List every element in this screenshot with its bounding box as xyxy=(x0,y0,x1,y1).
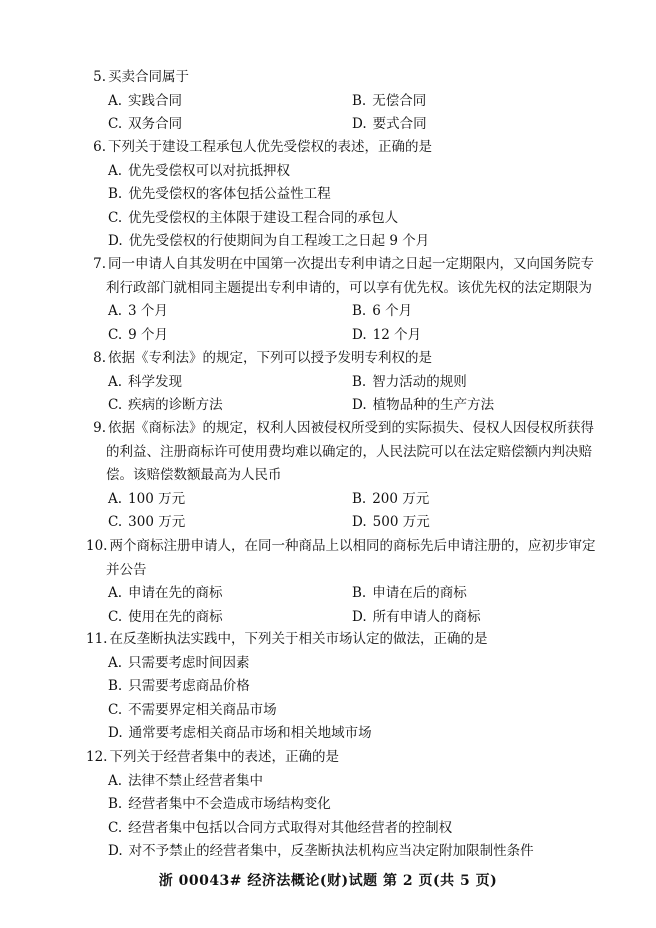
question-stem xyxy=(86,253,606,277)
stem-line: 下列关于建设工程承包人优先受偿权的表述，正确的是 xyxy=(108,139,432,155)
option-c: C. 双务合同 xyxy=(108,116,183,132)
stem-line: 下列关于经营者集中的表述，正确的是 xyxy=(109,749,339,765)
option-row xyxy=(0,324,656,348)
option-a: A. 法律不禁止经营者集中 xyxy=(108,772,264,789)
option-b: B. 6 个月 xyxy=(352,303,413,319)
option-row xyxy=(0,606,656,630)
option-b: B. 只需要考虑商品价格 xyxy=(108,678,250,694)
question-number: 6. xyxy=(93,139,106,155)
option-d: D. 通常要考虑相关商品市场和相关地域市场 xyxy=(108,725,372,741)
question-5 xyxy=(0,66,656,137)
question-stem xyxy=(86,417,606,441)
option-c: C. 优先受偿权的主体限于建设工程合同的承包人 xyxy=(108,209,399,226)
option-b: B. 200 万元 xyxy=(352,490,430,507)
question-stem xyxy=(86,746,606,770)
question-number: 8. xyxy=(93,350,106,366)
option-d: D. 对不予禁止的经营者集中，反垄断执法机构应当决定附加限制性条件 xyxy=(108,843,534,859)
option-row xyxy=(0,90,656,114)
stem-line: 在反垄断执法实践中，下列关于相关市场认定的做法，正确的是 xyxy=(109,631,488,647)
option-row xyxy=(0,300,656,324)
option-a: A. 只需要考虑时间因素 xyxy=(108,654,250,671)
option-a: A. 实践合同 xyxy=(108,92,183,109)
stem-line: 两个商标注册申请人，在同一种商品上以相同的商标先后申请注册的，应初步审定 xyxy=(109,538,596,554)
stem-line: 并公告 xyxy=(106,561,147,578)
option-d: D. 12 个月 xyxy=(352,326,422,343)
option-row xyxy=(0,488,656,512)
stem-line: 的利益、注册商标许可使用费均难以确定的，人民法院可以在法定赔偿额内判决赔 xyxy=(106,443,592,460)
option-a: A. 科学发现 xyxy=(108,373,183,390)
stem-line: 利行政部门就相同主题提出专利申请的，可以享有优先权。该优先权的法定期限为 xyxy=(106,279,592,296)
question-number: 11. xyxy=(86,631,108,647)
question-stem xyxy=(86,136,606,160)
option-c: C. 不需要界定相关商品市场 xyxy=(108,701,277,718)
stem-line: 依据《专利法》的规定，下列可以授予发明专利权的是 xyxy=(108,350,432,366)
option-a: A. 100 万元 xyxy=(108,490,186,507)
question-number: 5. xyxy=(93,69,106,85)
option-c: C. 疾病的诊断方法 xyxy=(108,397,223,413)
question-number: 10. xyxy=(86,538,108,554)
option-c: C. 9 个月 xyxy=(108,326,169,343)
option-c: C. 300 万元 xyxy=(108,514,186,530)
question-8 xyxy=(0,347,656,418)
stem-line: 依据《商标法》的规定，权利人因被侵权所受到的实际损失、侵权人因侵权所获得 xyxy=(108,420,594,436)
stem-line: 偿。该赔偿数额最高为人民币 xyxy=(106,467,282,483)
option-d: D. 所有申请人的商标 xyxy=(352,608,481,625)
question-number: 7. xyxy=(93,256,106,272)
question-number: 9. xyxy=(93,420,106,436)
stem-line: 买卖合同属于 xyxy=(108,69,189,85)
question-7 xyxy=(0,253,656,347)
question-10 xyxy=(0,535,656,629)
question-number: 12. xyxy=(86,749,108,765)
option-a: A. 3 个月 xyxy=(108,303,168,319)
option-c: C. 经营者集中包括以合同方式取得对其他经营者的控制权 xyxy=(108,819,453,836)
option-c: C. 使用在先的商标 xyxy=(108,608,223,625)
option-row xyxy=(0,582,656,606)
option-a: A. 优先受偿权可以对抗抵押权 xyxy=(108,162,291,179)
question-stem xyxy=(86,535,606,559)
option-b: B. 经营者集中不会造成市场结构变化 xyxy=(108,796,331,812)
option-row xyxy=(0,371,656,395)
option-row xyxy=(0,511,656,535)
option-row xyxy=(0,394,656,418)
question-9 xyxy=(0,417,656,535)
question-stem xyxy=(86,66,606,90)
option-b: B. 智力活动的规则 xyxy=(352,373,467,390)
page-footer: 浙 00043# 经济法概论(财)试题 第 2 页(共 5 页) xyxy=(158,873,498,889)
option-a: A. 申请在先的商标 xyxy=(108,585,223,601)
option-row xyxy=(0,113,656,137)
stem-line: 同一申请人自其发明在中国第一次提出专利申请之日起一定期限内，又向国务院专 xyxy=(108,256,594,272)
option-d: D. 优先受偿权的行使期间为自工程竣工之日起 9 个月 xyxy=(108,233,430,249)
option-d: D. 要式合同 xyxy=(352,116,427,132)
option-b: B. 优先受偿权的客体包括公益性工程 xyxy=(108,186,331,202)
option-b: B. 无偿合同 xyxy=(352,92,427,109)
option-d: D. 500 万元 xyxy=(352,514,430,530)
option-b: B. 申请在后的商标 xyxy=(352,585,467,601)
option-d: D. 植物品种的生产方法 xyxy=(352,397,495,413)
question-6 xyxy=(0,136,656,254)
question-stem xyxy=(86,628,606,652)
question-12 xyxy=(0,746,656,864)
question-11 xyxy=(0,628,656,746)
question-stem xyxy=(86,347,606,371)
